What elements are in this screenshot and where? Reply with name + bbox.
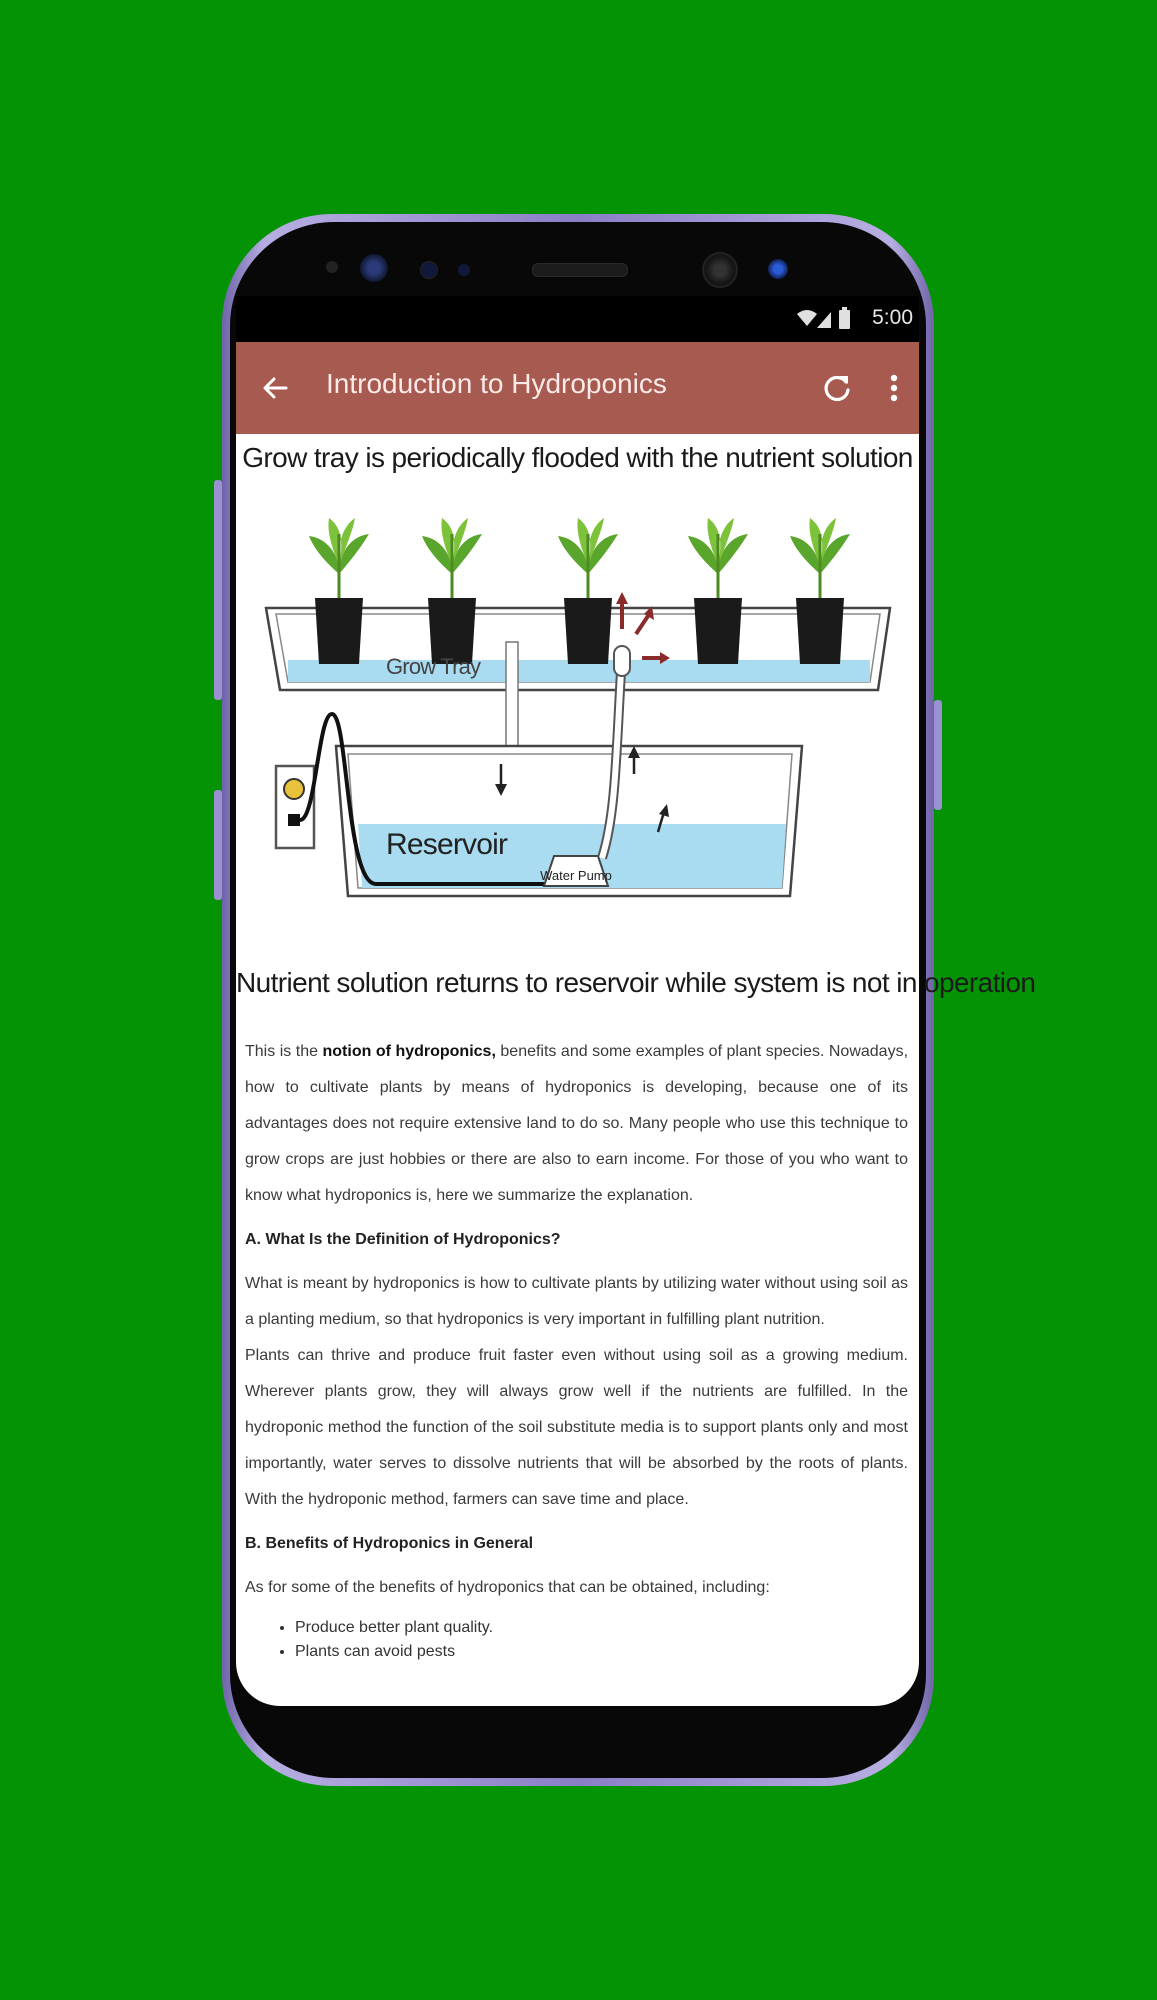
signal-wifi-battery-icon [795, 306, 857, 332]
grow-tray-label: Grow Tray [386, 654, 481, 679]
bixby-button [214, 790, 222, 900]
intro-text-continued: benefits and some examples of plant species. Nowadays, how to cultivate plants by means of hydroponics is developing, because one of its advantages does not require extensive land to do so. Many people who use this technique to grow crops are just hobbies or there are also to earn income. For those of you who want to know what hydroponics is, here we summarize the explanation. [245, 1043, 909, 1204]
intro-bold-text: notion of hydroponics, [322, 1043, 496, 1060]
app-title: Introduction to Hydroponics [326, 368, 667, 399]
paragraph-a1: What is meant by hydroponics is how to cultivate plants by utilizing water without using soil as a planting medium, so that hydroponics is very important in fulfilling plant nutrition. [245, 1275, 908, 1328]
paragraph-a2: Plants can thrive and produce fruit faster even without using soil as a growing medium. Wherever plants grow, they will always grow well if the nutrients are fulfilled. In the hydroponic method the function of the soil substitute media is to support plants only and most importantly, water serves to dissolve nutrients that will be absorbed by the roots of plants. With the hydroponic method, farmers can save time and place. [245, 1347, 908, 1508]
reservoir-label: Reservoir [386, 828, 508, 861]
intro-paragraph [245, 1034, 908, 1214]
diagram-caption-top: Grow tray is periodically flooded with the nutrient solution [242, 442, 913, 473]
status-time: 5:00 [872, 306, 913, 329]
app-bar [236, 342, 919, 434]
more-vert-icon[interactable] [879, 368, 909, 408]
sensor-dot [420, 261, 438, 279]
volume-button [214, 480, 222, 700]
paragraph-b1: As for some of the benefits of hydroponics that can be obtained, including: [245, 1579, 770, 1596]
benefits-list [245, 1616, 908, 1664]
earpiece-speaker [532, 263, 628, 277]
sensor-dot [326, 261, 338, 273]
power-button [934, 700, 942, 810]
iris-camera [768, 259, 788, 279]
iris-sensor [360, 254, 388, 282]
sensor-dot [458, 264, 470, 276]
diagram-caption-bottom: Nutrient solution returns to reservoir while system is not in operation [236, 967, 1036, 998]
section-heading-a: A. What Is the Definition of Hydroponics? [245, 1231, 561, 1248]
status-bar [236, 296, 919, 342]
section-heading-b: B. Benefits of Hydroponics in General [245, 1535, 534, 1552]
back-arrow-icon[interactable] [256, 368, 296, 408]
screen [236, 296, 1036, 1706]
front-camera [702, 252, 738, 288]
list-item: • Plants can avoid pests [295, 1640, 908, 1664]
water-pump-label: Water Pump [540, 868, 612, 883]
ebb-flow-diagram [236, 434, 1036, 1054]
list-item: • Produce better plant quality. [295, 1616, 908, 1640]
refresh-icon[interactable] [817, 368, 857, 408]
hydroponic-system-illustration [236, 474, 919, 994]
article-body [245, 1034, 908, 1664]
intro-text: This is the [245, 1043, 323, 1060]
